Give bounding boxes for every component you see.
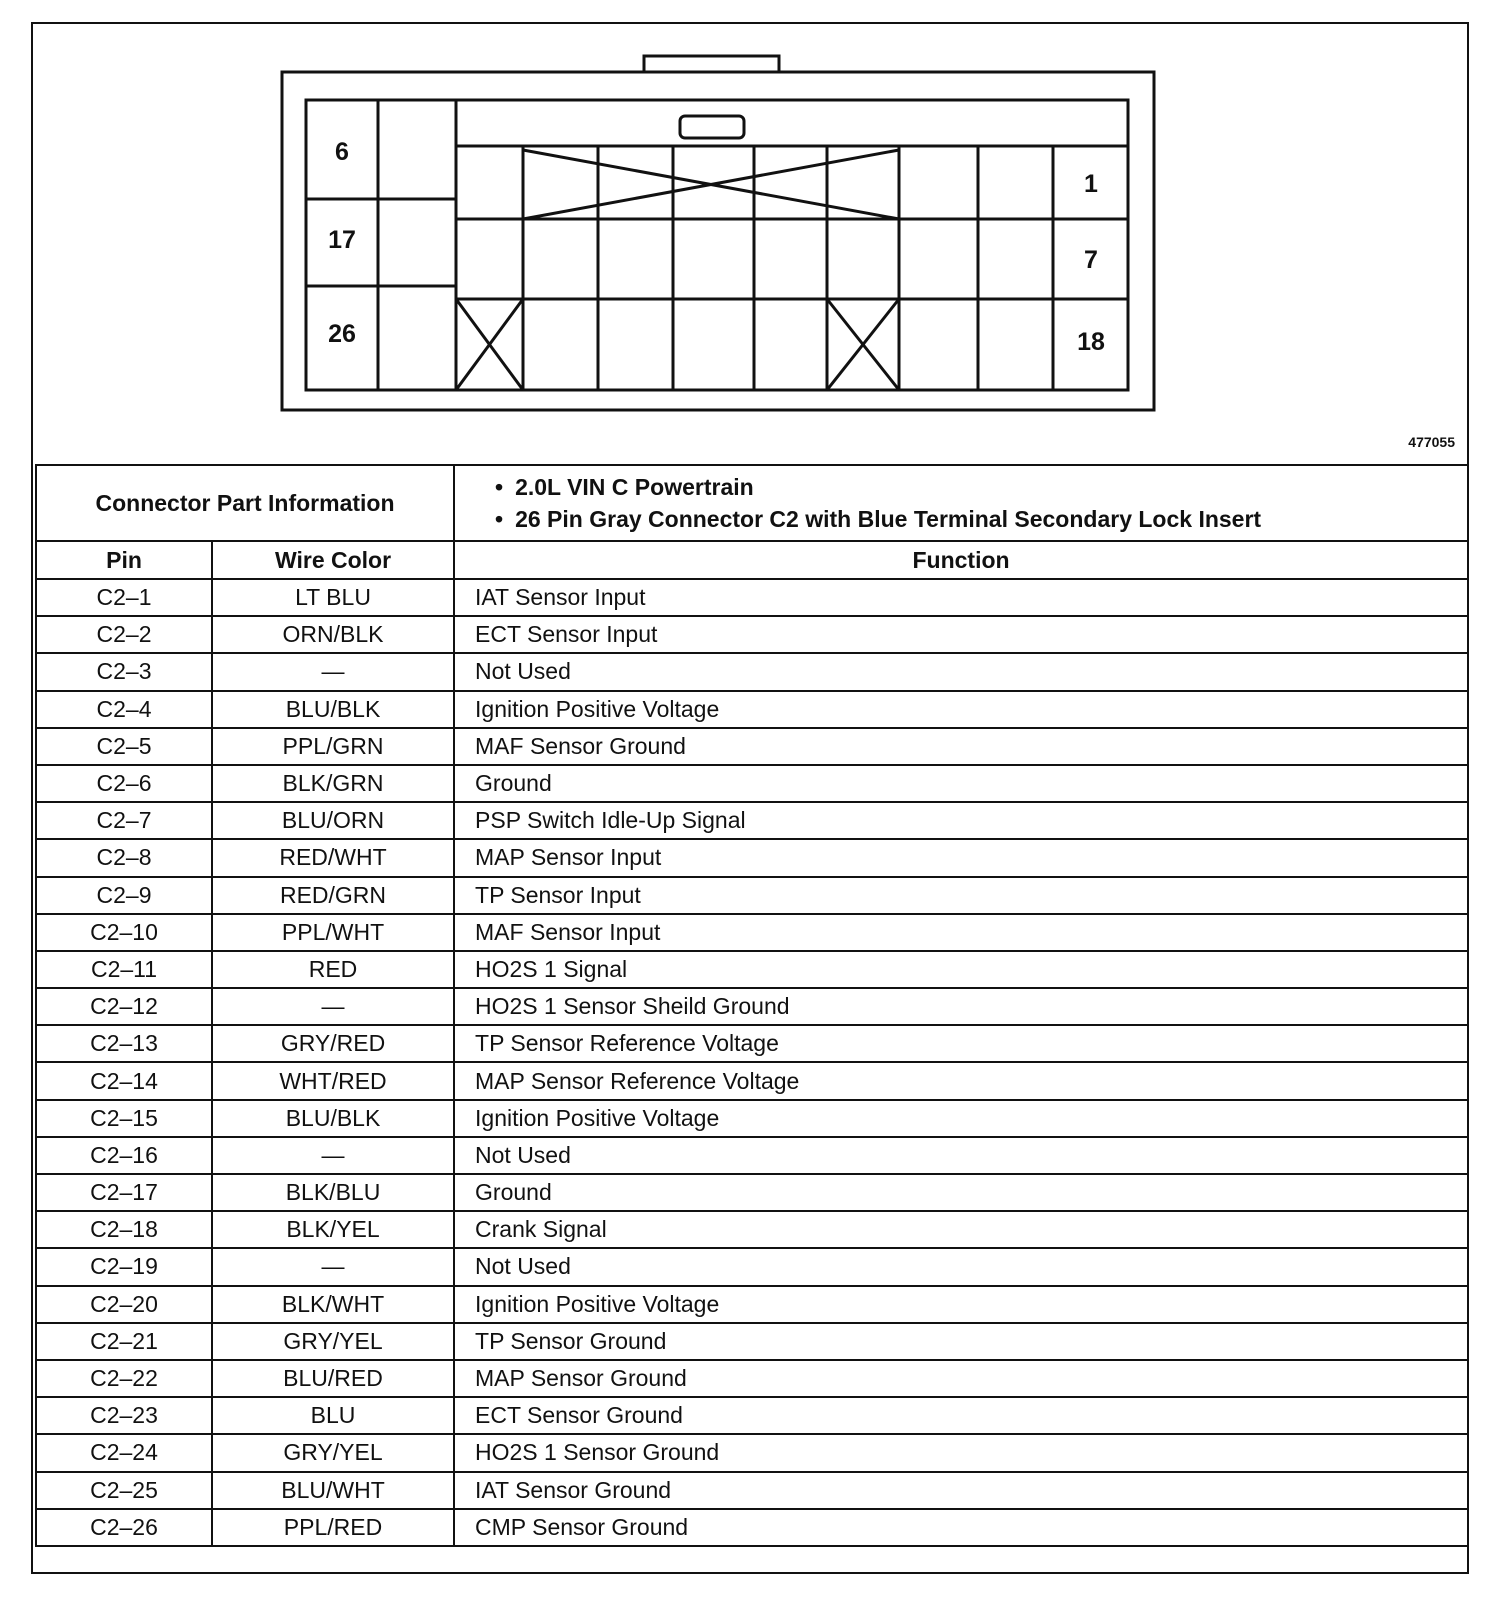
wire-color-cell: BLU <box>212 1397 454 1434</box>
pinout-table <box>35 464 1469 1547</box>
pin-label-6: 6 <box>335 138 349 166</box>
pin-cell: C2–18 <box>36 1211 212 1248</box>
column-header-wire-color: Wire Color <box>212 541 454 579</box>
connector-housing <box>282 72 1154 410</box>
lock-slot <box>680 116 744 138</box>
table-row <box>36 877 1468 914</box>
function-cell: HO2S 1 Signal <box>454 951 1468 988</box>
pin-cell: C2–19 <box>36 1248 212 1285</box>
pin-cell: C2–17 <box>36 1174 212 1211</box>
wire-color-cell: — <box>212 1137 454 1174</box>
pin-cell: C2–15 <box>36 1100 212 1137</box>
pin-cell: C2–25 <box>36 1472 212 1509</box>
wire-color-cell: RED <box>212 951 454 988</box>
wire-color-cell: GRY/YEL <box>212 1323 454 1360</box>
page-frame <box>31 22 1469 1574</box>
function-cell: MAP Sensor Ground <box>454 1360 1468 1397</box>
wire-color-cell: GRY/RED <box>212 1025 454 1062</box>
wire-color-cell: RED/WHT <box>212 839 454 876</box>
pin-label-1: 1 <box>1084 170 1098 198</box>
table-row <box>36 1323 1468 1360</box>
wire-color-cell: BLU/BLK <box>212 1100 454 1137</box>
table-row <box>36 1062 1468 1099</box>
pin-cell: C2–1 <box>36 579 212 616</box>
info-note: • 2.0L VIN C Powertrain <box>495 471 1467 503</box>
function-cell: MAP Sensor Reference Voltage <box>454 1062 1468 1099</box>
table-row <box>36 1025 1468 1062</box>
wire-color-cell: BLK/BLU <box>212 1174 454 1211</box>
table-row <box>36 988 1468 1025</box>
function-cell: Ground <box>454 1174 1468 1211</box>
table-row <box>36 653 1468 690</box>
pin-cell: C2–7 <box>36 802 212 839</box>
table-row <box>36 728 1468 765</box>
pin-cell: C2–12 <box>36 988 212 1025</box>
function-cell: TP Sensor Ground <box>454 1323 1468 1360</box>
function-cell: Ignition Positive Voltage <box>454 1100 1468 1137</box>
function-cell: Not Used <box>454 1137 1468 1174</box>
pin-cell: C2–2 <box>36 616 212 653</box>
wire-color-cell: BLK/GRN <box>212 765 454 802</box>
wire-color-cell: GRY/YEL <box>212 1434 454 1471</box>
pin-cell: C2–21 <box>36 1323 212 1360</box>
wire-color-cell: BLU/RED <box>212 1360 454 1397</box>
function-cell: TP Sensor Reference Voltage <box>454 1025 1468 1062</box>
pin-cell: C2–4 <box>36 691 212 728</box>
connector-info-label: Connector Part Information <box>36 465 454 541</box>
pin-label-7: 7 <box>1084 246 1098 274</box>
table-row <box>36 1509 1468 1546</box>
function-cell: Crank Signal <box>454 1211 1468 1248</box>
table-row <box>36 1472 1468 1509</box>
wire-color-cell: LT BLU <box>212 579 454 616</box>
info-note: • 26 Pin Gray Connector C2 with Blue Terminal Secondary Lock Insert <box>495 503 1467 535</box>
table-row <box>36 1397 1468 1434</box>
wire-color-cell: RED/GRN <box>212 877 454 914</box>
table-row <box>36 951 1468 988</box>
pin-cell: C2–20 <box>36 1286 212 1323</box>
wire-color-cell: — <box>212 653 454 690</box>
function-cell: Ignition Positive Voltage <box>454 1286 1468 1323</box>
table-row <box>36 1174 1468 1211</box>
table-row <box>36 579 1468 616</box>
table-row <box>36 1360 1468 1397</box>
wire-color-cell: BLU/WHT <box>212 1472 454 1509</box>
pin-label-18: 18 <box>1077 328 1105 356</box>
wire-color-cell: BLK/WHT <box>212 1286 454 1323</box>
function-cell: ECT Sensor Ground <box>454 1397 1468 1434</box>
pin-label-17: 17 <box>328 226 356 254</box>
pin-cell: C2–26 <box>36 1509 212 1546</box>
function-cell: CMP Sensor Ground <box>454 1509 1468 1546</box>
table-row <box>36 1248 1468 1285</box>
latch-tab <box>644 56 779 72</box>
pin-rows <box>36 579 1468 1546</box>
function-cell: MAF Sensor Ground <box>454 728 1468 765</box>
wire-color-cell: ORN/BLK <box>212 616 454 653</box>
table-row <box>36 839 1468 876</box>
wire-color-cell: BLK/YEL <box>212 1211 454 1248</box>
pin-cell: C2–14 <box>36 1062 212 1099</box>
function-cell: Not Used <box>454 653 1468 690</box>
function-cell: HO2S 1 Sensor Ground <box>454 1434 1468 1471</box>
table-row <box>36 1137 1468 1174</box>
pin-cell: C2–9 <box>36 877 212 914</box>
connector-drawing <box>33 24 1467 462</box>
table-row <box>36 765 1468 802</box>
wire-color-cell: — <box>212 988 454 1025</box>
table-row <box>36 1100 1468 1137</box>
wire-color-cell: BLU/ORN <box>212 802 454 839</box>
wire-color-cell: PPL/RED <box>212 1509 454 1546</box>
function-cell: IAT Sensor Input <box>454 579 1468 616</box>
header-row <box>36 541 1468 579</box>
pin-cell: C2–16 <box>36 1137 212 1174</box>
wire-color-cell: PPL/WHT <box>212 914 454 951</box>
info-row <box>36 465 1468 541</box>
function-cell: TP Sensor Input <box>454 877 1468 914</box>
table-row <box>36 616 1468 653</box>
function-cell: Not Used <box>454 1248 1468 1285</box>
function-cell: IAT Sensor Ground <box>454 1472 1468 1509</box>
pin-cell: C2–8 <box>36 839 212 876</box>
wire-color-cell: WHT/RED <box>212 1062 454 1099</box>
wire-color-cell: PPL/GRN <box>212 728 454 765</box>
pin-cell: C2–6 <box>36 765 212 802</box>
function-cell: HO2S 1 Sensor Sheild Ground <box>454 988 1468 1025</box>
connector-info-notes <box>454 465 1468 541</box>
pin-cell: C2–3 <box>36 653 212 690</box>
table-row <box>36 1434 1468 1471</box>
pin-cell: C2–11 <box>36 951 212 988</box>
column-header-function: Function <box>454 541 1468 579</box>
function-cell: Ground <box>454 765 1468 802</box>
connector-diagram <box>33 24 1467 462</box>
wire-color-cell: — <box>212 1248 454 1285</box>
table-row <box>36 1211 1468 1248</box>
function-cell: ECT Sensor Input <box>454 616 1468 653</box>
table-row <box>36 1286 1468 1323</box>
table-row <box>36 914 1468 951</box>
pin-cell: C2–24 <box>36 1434 212 1471</box>
function-cell: MAP Sensor Input <box>454 839 1468 876</box>
table-row <box>36 691 1468 728</box>
function-cell: MAF Sensor Input <box>454 914 1468 951</box>
figure-id: 477055 <box>1408 434 1455 450</box>
function-cell: Ignition Positive Voltage <box>454 691 1468 728</box>
pin-cell: C2–5 <box>36 728 212 765</box>
pin-label-26: 26 <box>328 320 356 348</box>
pin-cell: C2–13 <box>36 1025 212 1062</box>
pin-cell: C2–23 <box>36 1397 212 1434</box>
function-cell: PSP Switch Idle-Up Signal <box>454 802 1468 839</box>
pin-cell: C2–10 <box>36 914 212 951</box>
wire-color-cell: BLU/BLK <box>212 691 454 728</box>
pin-cell: C2–22 <box>36 1360 212 1397</box>
table-row <box>36 802 1468 839</box>
column-header-pin: Pin <box>36 541 212 579</box>
